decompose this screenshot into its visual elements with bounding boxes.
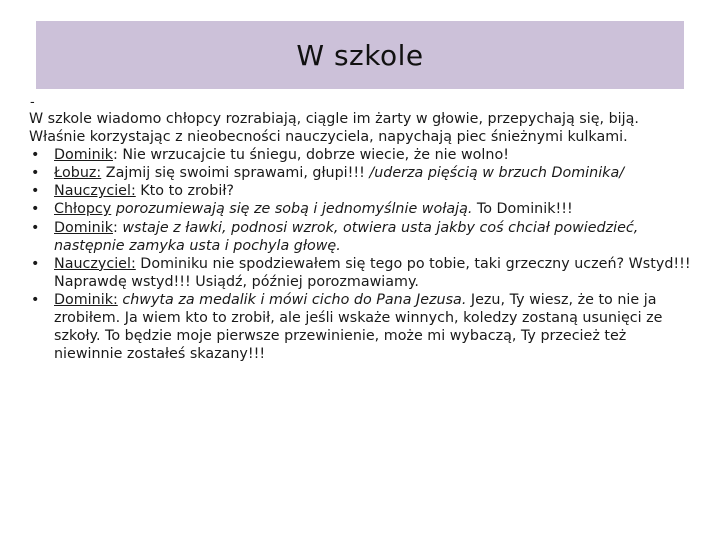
dialogue-list — [29, 146, 697, 363]
stray-bullet-marker: - — [30, 95, 35, 110]
dialogue-item-2 — [29, 164, 697, 182]
dialogue-item-3 — [29, 182, 697, 200]
dialogue-text: Kto to zrobił? — [135, 183, 234, 200]
dialogue-text: Zajmij się swoimi sprawami, głupi!!! — [101, 165, 370, 182]
speaker-colon: : — [112, 147, 118, 164]
stage-direction: wstaje z ławki, podnosi wzrok, otwiera usta jakby coś chciał powiedzieć, następnie zamyka usta i pochyla głowę. — [54, 219, 639, 254]
intro-paragraph: W szkole wiadomo chłopcy rozrabiają, ciągle im żarty w głowie, przepychają się, biją. Właśnie korzystając z nieobecności nauczyciela, napychają piec śnieżnymi kulkami. — [29, 111, 639, 146]
stage-direction: chwyta za medalik i mówi cicho do Pana Jezusa. — [122, 291, 467, 308]
speaker-label: Dominik — [54, 147, 113, 164]
speaker-label: Dominik: — [54, 291, 118, 308]
speaker-colon: : — [112, 219, 118, 236]
dialogue-item-4 — [29, 200, 697, 218]
page-title: W szkole — [296, 38, 424, 72]
title-banner — [36, 21, 684, 89]
speaker-label: Łobuz: — [54, 165, 102, 182]
speaker-label: Dominik — [54, 219, 113, 236]
dialogue-text: Nie wrzucajcie tu śniegu, dobrze wiecie, że nie wolno! — [117, 147, 509, 164]
dialogue-item-1 — [29, 146, 697, 164]
dialogue-item-6 — [29, 255, 697, 291]
stage-direction: /uderza pięścią w brzuch Dominika/ — [369, 165, 625, 182]
speaker-label: Nauczyciel: — [54, 183, 136, 200]
dialogue-text: Dominiku nie spodziewałem się tego po tobie, taki grzeczny uczeń? Wstyd!!! Naprawdę wstyd!!! Usiądź, później porozmawiamy. — [54, 255, 691, 290]
speaker-label: Chłopcy — [54, 201, 112, 218]
dialogue-item-5 — [29, 219, 697, 255]
stage-direction: porozumiewają się ze sobą i jednomyślnie wołają. — [115, 201, 473, 218]
text-body — [29, 96, 697, 363]
speaker-label: Nauczyciel: — [54, 255, 136, 272]
dialogue-tail: Jezu, Ty wiesz, że to nie ja zrobiłem. Ja wiem kto to zrobił, ale jeśli wskaże winnych, koledzy zostaną usunięci ze szkoły. To będzie moje pierwsze przewinienie, może mi wybaczą, Ty przecież też niewinnie zostałeś skazany!!! — [54, 291, 663, 363]
dialogue-item-7 — [29, 291, 697, 363]
dialogue-tail: To Dominik!!! — [472, 201, 573, 218]
